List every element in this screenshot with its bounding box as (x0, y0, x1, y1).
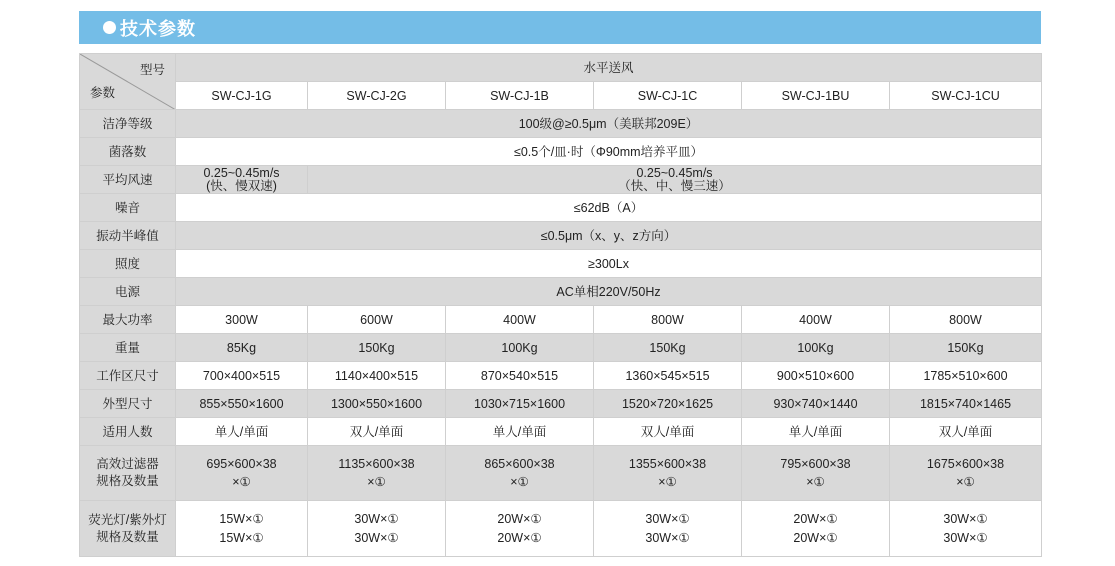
table-cell: 400W (742, 306, 890, 334)
table-cell: 1140×400×515 (308, 362, 446, 390)
clean-grade-value: 100级@≥0.5μm（美联邦209E） (176, 110, 1042, 138)
row-label: 振动半峰值 (80, 222, 176, 250)
table-cell: 700×400×515 (176, 362, 308, 390)
table-cell: 600W (308, 306, 446, 334)
hepa-qty: ×① (367, 475, 386, 489)
wind-speed-rest-line1: 0.25~0.45m/s (636, 165, 713, 180)
row-lamps (80, 501, 1042, 557)
hepa-qty: ×① (232, 475, 251, 489)
power-supply-value: AC单相220V/50Hz (176, 278, 1042, 306)
table-cell: 400W (446, 306, 594, 334)
table-cell: 单人/单面 (176, 418, 308, 446)
fluorescent-lamp: 30W×① (943, 511, 988, 526)
row-power-supply (80, 278, 1042, 306)
hepa-size: 695×600×38 (206, 457, 277, 471)
table-cell: 单人/单面 (742, 418, 890, 446)
uv-lamp: 30W×① (943, 530, 988, 545)
hepa-label-line1: 高效过滤器 (96, 457, 159, 471)
lamps-label-line1: 荧光灯/紫外灯 (88, 512, 167, 527)
table-cell (446, 501, 594, 557)
hepa-qty: ×① (956, 475, 975, 489)
table-cell (594, 446, 742, 501)
fluorescent-lamp: 20W×① (793, 511, 838, 526)
corner-param-label: 参数 (90, 86, 116, 100)
table-cell: 870×540×515 (446, 362, 594, 390)
table-cell: 1815×740×1465 (890, 390, 1042, 418)
table-cell: 100Kg (446, 334, 594, 362)
noise-value: ≤62dB（A） (176, 194, 1042, 222)
row-vibration (80, 222, 1042, 250)
table-cell: 双人/单面 (890, 418, 1042, 446)
table-header-row (80, 54, 1042, 82)
table-cell: 1030×715×1600 (446, 390, 594, 418)
model-row (80, 82, 1042, 110)
model-header: SW-CJ-1C (594, 82, 742, 110)
wind-speed-rest-line2: （快、中、慢三速） (618, 178, 731, 193)
table-cell (176, 446, 308, 501)
table-cell (890, 446, 1042, 501)
fluorescent-lamp: 30W×① (354, 511, 399, 526)
row-label: 适用人数 (80, 418, 176, 446)
row-label: 工作区尺寸 (80, 362, 176, 390)
fluorescent-lamp: 30W×① (645, 511, 690, 526)
hepa-qty: ×① (510, 475, 529, 489)
model-header: SW-CJ-1CU (890, 82, 1042, 110)
row-label: 噪音 (80, 194, 176, 222)
table-cell: 100Kg (742, 334, 890, 362)
row-outer-size (80, 390, 1042, 418)
table-cell: 单人/单面 (446, 418, 594, 446)
hepa-qty: ×① (806, 475, 825, 489)
hepa-qty: ×① (658, 475, 677, 489)
lamps-label-line2: 规格及数量 (96, 529, 159, 544)
row-label: 洁净等级 (80, 110, 176, 138)
table-cell: 800W (594, 306, 742, 334)
row-label: 电源 (80, 278, 176, 306)
table-cell: 300W (176, 306, 308, 334)
model-header: SW-CJ-1B (446, 82, 594, 110)
table-cell: 1300×550×1600 (308, 390, 446, 418)
table-cell: 930×740×1440 (742, 390, 890, 418)
table-cell: 1520×720×1625 (594, 390, 742, 418)
row-label (80, 446, 176, 501)
row-label: 最大功率 (80, 306, 176, 334)
row-label: 菌落数 (80, 138, 176, 166)
table-cell (446, 446, 594, 501)
table-cell: 800W (890, 306, 1042, 334)
table-cell: 双人/单面 (308, 418, 446, 446)
wind-speed-first (176, 166, 308, 194)
uv-lamp: 20W×① (793, 530, 838, 545)
corner-cell (80, 54, 176, 110)
row-label: 平均风速 (80, 166, 176, 194)
fluorescent-lamp: 20W×① (497, 511, 542, 526)
fluorescent-lamp: 15W×① (219, 511, 264, 526)
hepa-size: 865×600×38 (484, 457, 555, 471)
row-label (80, 501, 176, 557)
group-header-horizontal-airflow: 水平送风 (176, 54, 1042, 82)
corner-model-label: 型号 (139, 63, 165, 77)
uv-lamp: 15W×① (219, 530, 264, 545)
section-title: 技术参数 (120, 18, 196, 39)
table-cell: 150Kg (594, 334, 742, 362)
row-work-size (80, 362, 1042, 390)
table-cell (308, 501, 446, 557)
section-header (79, 11, 1041, 44)
table-cell: 150Kg (890, 334, 1042, 362)
table-cell: 1360×545×515 (594, 362, 742, 390)
wind-speed-first-line2: (快、慢双速) (206, 178, 277, 193)
table-cell: 900×510×600 (742, 362, 890, 390)
table-cell (594, 501, 742, 557)
row-noise (80, 194, 1042, 222)
row-label: 外型尺寸 (80, 390, 176, 418)
row-label: 重量 (80, 334, 176, 362)
row-label: 照度 (80, 250, 176, 278)
uv-lamp: 30W×① (645, 530, 690, 545)
hepa-size: 1355×600×38 (628, 457, 707, 471)
row-hepa-filter (80, 446, 1042, 501)
wind-speed-rest (308, 166, 1042, 194)
model-header: SW-CJ-1BU (742, 82, 890, 110)
table-cell (742, 501, 890, 557)
hepa-size: 795×600×38 (780, 457, 851, 471)
table-cell: 1785×510×600 (890, 362, 1042, 390)
table-cell: 150Kg (308, 334, 446, 362)
table-cell: 855×550×1600 (176, 390, 308, 418)
hepa-label-line2: 规格及数量 (96, 474, 159, 488)
uv-lamp: 20W×① (497, 530, 542, 545)
table-cell (176, 501, 308, 557)
row-illuminance (80, 250, 1042, 278)
row-operators (80, 418, 1042, 446)
hepa-size: 1135×600×38 (338, 457, 415, 471)
row-max-power (80, 306, 1042, 334)
table-cell: 双人/单面 (594, 418, 742, 446)
row-weight (80, 334, 1042, 362)
model-header: SW-CJ-1G (176, 82, 308, 110)
bullet-dot-icon (103, 21, 116, 34)
row-bacteria (80, 138, 1042, 166)
spec-table (79, 53, 1042, 557)
table-cell (890, 501, 1042, 557)
table-cell: 85Kg (176, 334, 308, 362)
bacteria-value: ≤0.5个/皿·时（Φ90mm培养平皿） (176, 138, 1042, 166)
uv-lamp: 30W×① (354, 530, 399, 545)
illuminance-value: ≥300Lx (176, 250, 1042, 278)
vibration-value: ≤0.5μm（x、y、z方向） (176, 222, 1042, 250)
model-header: SW-CJ-2G (308, 82, 446, 110)
row-clean-grade (80, 110, 1042, 138)
hepa-size: 1675×600×38 (926, 457, 1005, 471)
table-cell (742, 446, 890, 501)
wind-speed-first-line1: 0.25~0.45m/s (203, 165, 280, 180)
table-cell (308, 446, 446, 501)
row-wind-speed (80, 166, 1042, 194)
